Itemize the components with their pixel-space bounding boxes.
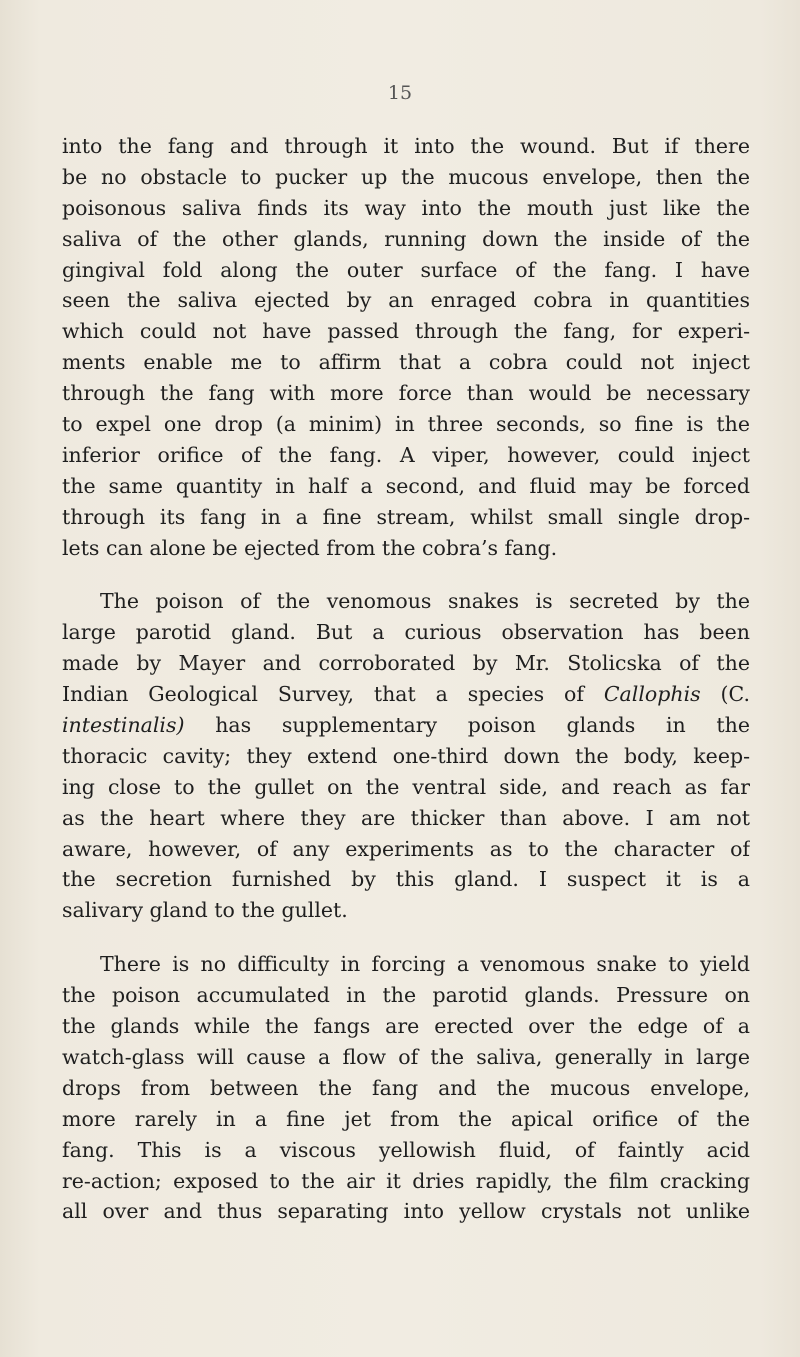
text-line: the same quantity in half a second, and fluid may be forced <box>62 473 750 498</box>
text-line: through its fang in a fine stream, whilst small single drop- <box>62 504 750 529</box>
page-number: 15 <box>387 82 413 104</box>
text-line: ments enable me to affirm that a cobra could not inject <box>62 350 750 375</box>
text-line: ing close to the gullet on the ventral side, and reach as far <box>62 774 750 799</box>
text-line: re-action; exposed to the air it dries rapidly, the film cracking <box>62 1168 750 1193</box>
text-line: seen the saliva ejected by an enraged cobra in quantities <box>62 288 750 313</box>
text-line: saliva of the other glands, running down the inside of the <box>62 226 750 251</box>
text-fragment: has supplementary poison glands in the <box>215 713 750 738</box>
species-name: Callophis <box>603 682 701 707</box>
text-line: lets can alone be ejected from the cobra’s fang. <box>62 535 558 560</box>
text-line: the secretion furnished by this gland. I suspect it is a <box>62 867 750 892</box>
text-line: There is no difficulty in forcing a venomous snake to yield <box>100 952 750 977</box>
text-line: the poison accumulated in the parotid glands. Pressure on <box>62 983 750 1008</box>
text-fragment: Indian Geological Survey, that a species of <box>62 682 584 707</box>
text-line: fang. This is a viscous yellowish fluid, of faintly acid <box>62 1137 750 1162</box>
text-line: all over and thus separating into yellow crystals not unlike <box>62 1199 750 1224</box>
text-line: which could not have passed through the fang, for experi- <box>62 319 750 344</box>
text-line: inferior orifice of the fang. A viper, however, could inject <box>62 442 750 467</box>
species-abbreviation: (C. <box>720 682 750 707</box>
text-line: watch-glass will cause a flow of the saliva, generally in large <box>62 1044 750 1069</box>
page-text <box>62 131 750 1250</box>
text-line: be no obstacle to pucker up the mucous envelope, then the <box>62 164 750 189</box>
text-line: made by Mayer and corroborated by Mr. Stolicska of the <box>62 651 750 676</box>
text-line: as the heart where they are thicker than above. I am not <box>62 805 750 830</box>
text-line: drops from between the fang and the mucous envelope, <box>62 1075 750 1100</box>
text-line: large parotid gland. But a curious observation has been <box>62 620 750 645</box>
text-line: gingival fold along the outer surface of the fang. I have <box>62 257 750 282</box>
paragraph-3 <box>62 949 750 1227</box>
text-line: through the fang with more force than would be necessary <box>62 381 750 406</box>
text-line: poisonous saliva finds its way into the mouth just like the <box>62 195 750 220</box>
text-line: the glands while the fangs are erected over the edge of a <box>62 1014 750 1039</box>
paragraph-2 <box>62 586 750 926</box>
species-epithet: intestinalis) <box>62 713 185 738</box>
text-line: aware, however, of any experiments as to the character of <box>62 836 750 861</box>
text-line: into the fang and through it into the wound. But if there <box>62 134 750 158</box>
text-line: more rarely in a fine jet from the apical orifice of the <box>62 1106 750 1131</box>
text-line: thoracic cavity; they extend one-third down the body, keep- <box>62 743 750 768</box>
text-line: to expel one drop (a minim) in three seconds, so fine is the <box>62 412 750 437</box>
text-line: salivary gland to the gullet. <box>62 898 348 923</box>
text-line: The poison of the venomous snakes is secreted by the <box>100 589 750 614</box>
text-line-mixed <box>62 679 750 710</box>
paragraph-1 <box>62 131 750 563</box>
text-line-mixed <box>62 710 750 741</box>
